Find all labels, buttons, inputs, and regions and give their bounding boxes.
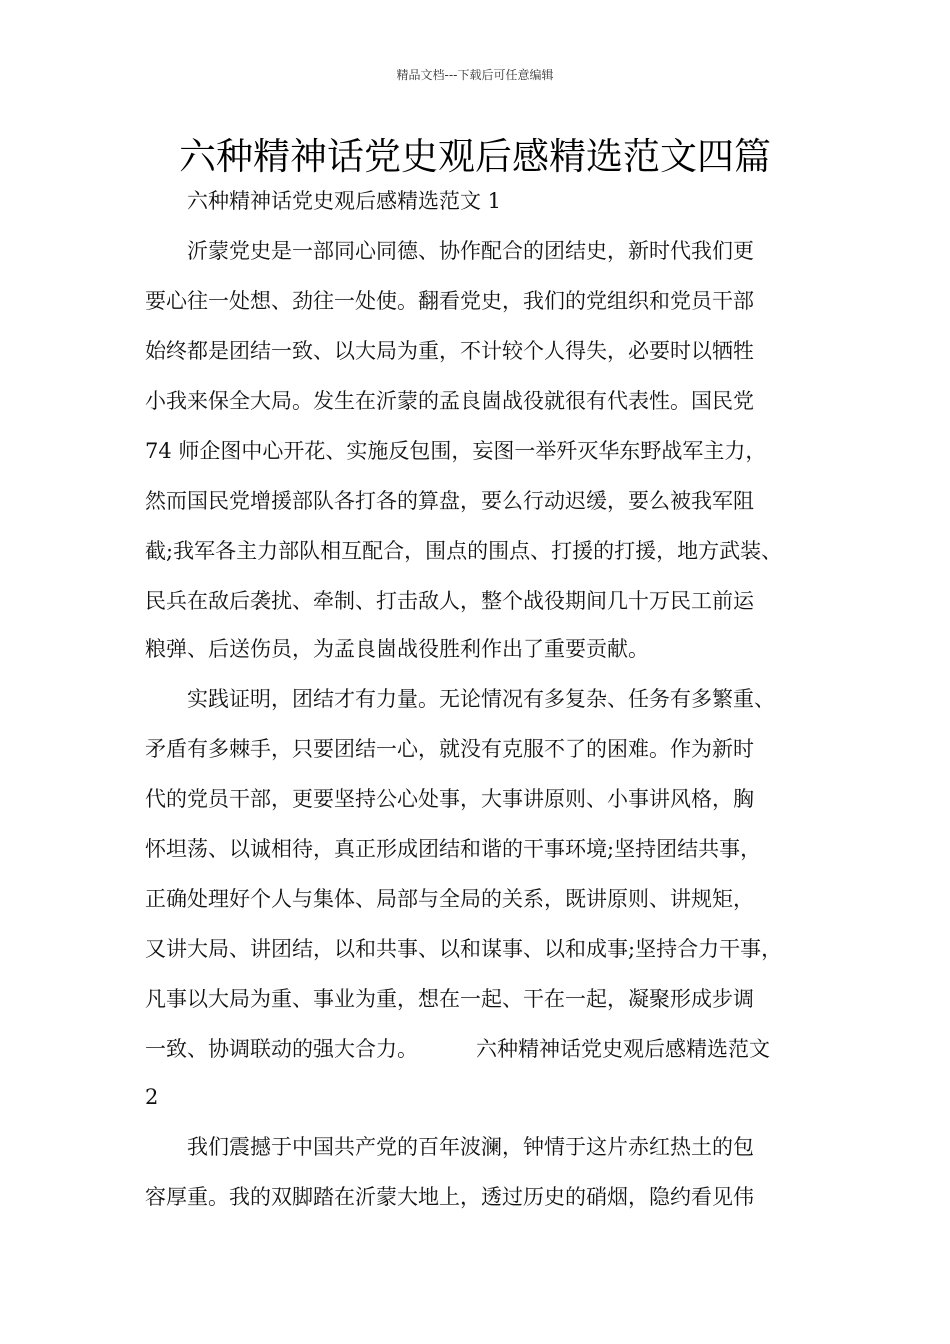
- document-title: 六种精神话党史观后感精选范文四篇: [179, 135, 771, 178]
- body-line: 然而国民党增援部队各打各的算盘，要么行动迟缓，要么被我军阻: [145, 489, 754, 513]
- body-line: 民兵在敌后袭扰、牵制、打击敌人，整个战役期间几十万民工前运: [145, 589, 754, 613]
- body-line: 截;我军各主力部队相互配合，围点的围点、打援的打援，地方武装、: [145, 539, 783, 563]
- body-line: 74 师企图中心开花、实施反包围，妄图一举歼灭华东野战军主力，: [145, 439, 767, 463]
- body-line: 怀坦荡、以诚相待，真正形成团结和谐的干事环境;坚持团结共事，: [145, 837, 762, 861]
- section-heading-2-number: 2: [145, 1085, 159, 1109]
- body-line: 沂蒙党史是一部同心同德、协作配合的团结史，新时代我们更: [187, 239, 754, 263]
- body-line: 我们震撼于中国共产党的百年波澜，钟情于这片赤红热土的包: [187, 1135, 754, 1159]
- body-line: 容厚重。我的双脚踏在沂蒙大地上，透过历史的硝烟，隐约看见伟: [145, 1185, 754, 1209]
- body-line: 矛盾有多棘手，只要团结一心，就没有克服不了的困难。作为新时: [145, 737, 754, 761]
- body-line: 凡事以大局为重、事业为重，想在一起、干在一起，凝聚形成步调: [145, 987, 754, 1011]
- body-line: 小我来保全大局。发生在沂蒙的孟良崮战役就很有代表性。国民党: [145, 389, 754, 413]
- body-line: 又讲大局、讲团结，以和共事、以和谋事、以和成事;坚持合力干事，: [145, 937, 783, 961]
- body-line: 始终都是团结一致、以大局为重，不计较个人得失，必要时以牺牲: [145, 339, 754, 363]
- section-heading-2: 六种精神话党史观后感精选范文: [476, 1037, 770, 1061]
- body-line: 一致、协调联动的强大合力。: [145, 1037, 418, 1061]
- body-line: 代的党员干部，更要坚持公心处事，大事讲原则、小事讲风格，胸: [145, 787, 754, 811]
- header-note: 精品文档---下载后可任意编辑: [396, 68, 554, 82]
- section-heading-1: 六种精神话党史观后感精选范文 1: [187, 189, 502, 213]
- body-line: 正确处理好个人与集体、局部与全局的关系，既讲原则、讲规矩，: [145, 887, 754, 911]
- body-line: 要心往一处想、劲往一处使。翻看党史，我们的党组织和党员干部: [145, 289, 754, 313]
- body-line: 粮弹、后送伤员，为孟良崮战役胜利作出了重要贡献。: [145, 637, 649, 661]
- body-line: 实践证明，团结才有力量。无论情况有多复杂、任务有多繁重、: [187, 687, 775, 711]
- body-line-with-heading: [145, 1036, 770, 1062]
